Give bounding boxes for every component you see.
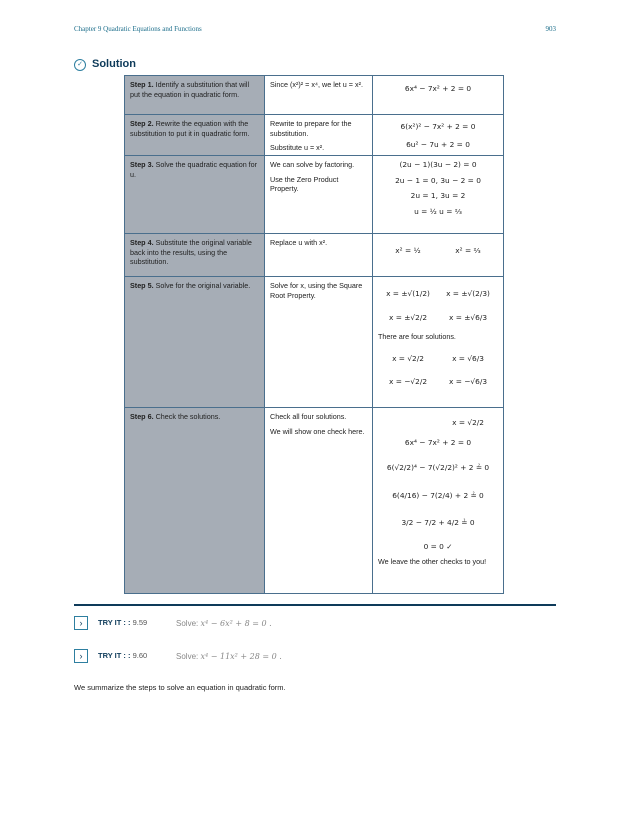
step-math: (2u − 1)(3u − 2) = 0 2u − 1 = 0, 3u − 2 = 0 2u = 1, 3u = 2 u = ½ u = ⅔	[395, 160, 481, 216]
step-action: Rewrite to prepare for the substitution. Substitute u = x².	[265, 115, 373, 155]
chevron-right-icon[interactable]: ›	[74, 649, 88, 663]
step-math: 6x⁴ − 7x² + 2 = 0	[404, 84, 472, 93]
step-desc: Step 2. Rewrite the equation with the substitution to put it in quadratic form.	[125, 115, 265, 155]
solution-table	[124, 75, 504, 594]
solution-title: Solution	[92, 58, 136, 70]
chevron-right-icon[interactable]: ›	[74, 616, 88, 630]
step-math: x² = ½ x² = ⅔	[395, 246, 481, 255]
step-row-1	[125, 76, 503, 115]
step-row-3	[125, 156, 503, 234]
page-number: 903	[545, 25, 556, 33]
page-header	[74, 25, 556, 37]
step-row-6	[125, 408, 503, 593]
step-desc: Step 6. Check the solutions.	[125, 408, 265, 593]
step-desc: Step 5. Solve for the original variable.	[125, 277, 265, 407]
check-circle-icon: ✓	[74, 59, 86, 71]
step-action: We can solve by factoring. Use the Zero Product Property.	[265, 156, 373, 233]
step-action: Since (x²)² = x⁴, we let u = x².	[265, 76, 373, 114]
step-row-5	[125, 277, 503, 408]
step-desc: Step 1. Identify a substitution that will put the equation in quadratic form.	[125, 76, 265, 114]
step-math: 6(x²)² − 7x² + 2 = 0 6u² − 7u + 2 = 0	[400, 122, 476, 149]
step-desc: Step 3. Solve the quadratic equation for u.	[125, 156, 265, 233]
step-row-4	[125, 234, 503, 277]
step-action: Check all four solutions. We will show one check here.	[265, 408, 373, 593]
section-divider	[74, 604, 556, 606]
step-math: x = √2/2 6x⁴ − 7x² + 2 = 0 6(√2/2)⁴ − 7(√2/2)² + 2 ≟ 0 6(4/16) − 7(2/4) + 2 ≟ 0 3/2 − 7/2 + 4/2 ≟ 0 0 = 0 ✓ We leave the other checks to you!	[378, 418, 490, 566]
step-desc: Step 4. Substitute the original variable back into the results, using the substitution.	[125, 234, 265, 276]
step-row-2	[125, 115, 503, 156]
summary-text: We summarize the steps to solve an equation in quadratic form.	[74, 683, 286, 692]
step-action: Replace u with x².	[265, 234, 373, 276]
step-action: Solve for x, using the Square Root Property.	[265, 277, 373, 407]
step-math: x = ±√(1/2) x = ±√(2/3) x = ±√2/2 x = ±√6/3 There are four solutions. x = √2/2 x = √6/3 x = −√2/2 x = −√6/3	[378, 289, 490, 386]
chapter-title: Chapter 9 Quadratic Equations and Functions	[74, 25, 202, 33]
